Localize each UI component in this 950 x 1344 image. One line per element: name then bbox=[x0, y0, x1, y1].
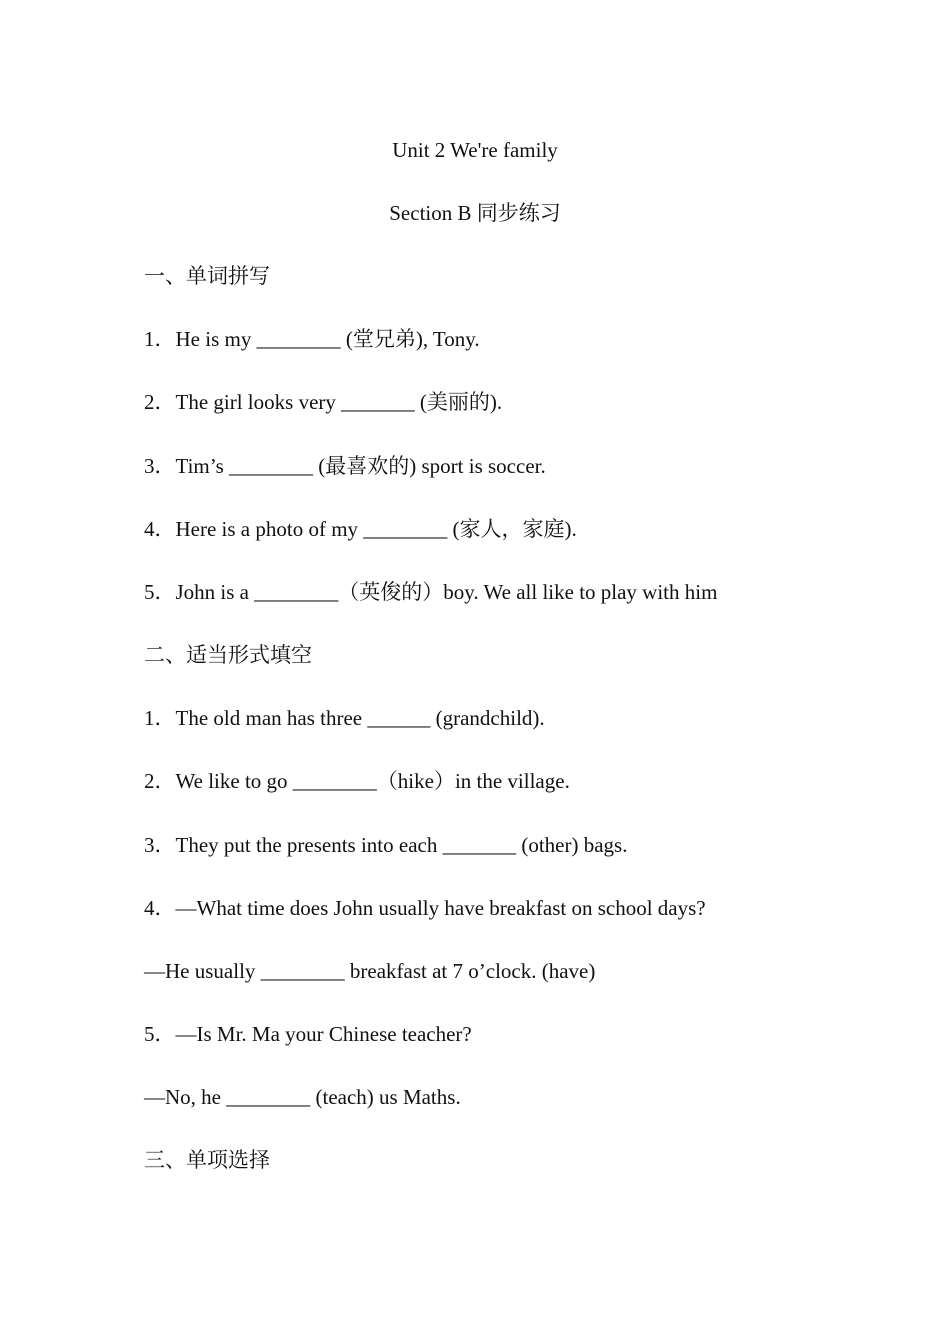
question-item: 5．—Is Mr. Ma your Chinese teacher? bbox=[144, 1022, 472, 1046]
section-heading-spelling: 一、单词拼写 bbox=[144, 264, 270, 288]
question-item: 3．Tim’s ________ (最喜欢的) sport is soccer. bbox=[144, 454, 546, 478]
section-heading-fill-in: 二、适当形式填空 bbox=[144, 643, 312, 667]
question-item: 4．Here is a photo of my ________ (家人，家庭). bbox=[144, 517, 577, 541]
question-item: 1．He is my ________ (堂兄弟), Tony. bbox=[144, 327, 480, 351]
question-item: 3．They put the presents into each _______ (other) bags. bbox=[144, 833, 628, 857]
document-title: Unit 2 We're family bbox=[392, 138, 558, 162]
section-heading-multiple-choice: 三、单项选择 bbox=[144, 1148, 270, 1172]
question-item: 4．—What time does John usually have breakfast on school days? bbox=[144, 896, 706, 920]
question-item: 2．The girl looks very _______ (美丽的). bbox=[144, 390, 503, 414]
question-item: 1．The old man has three ______ (grandchild). bbox=[144, 706, 545, 730]
answer-line: —No, he ________ (teach) us Maths. bbox=[144, 1085, 461, 1109]
question-item: 5．John is a ________（英俊的）boy. We all like to play with him bbox=[144, 580, 718, 604]
document-subtitle: Section B 同步练习 bbox=[389, 201, 561, 225]
answer-line: —He usually ________ breakfast at 7 o’clock. (have) bbox=[144, 959, 596, 983]
question-item: 2．We like to go ________（hike）in the village. bbox=[144, 769, 570, 793]
